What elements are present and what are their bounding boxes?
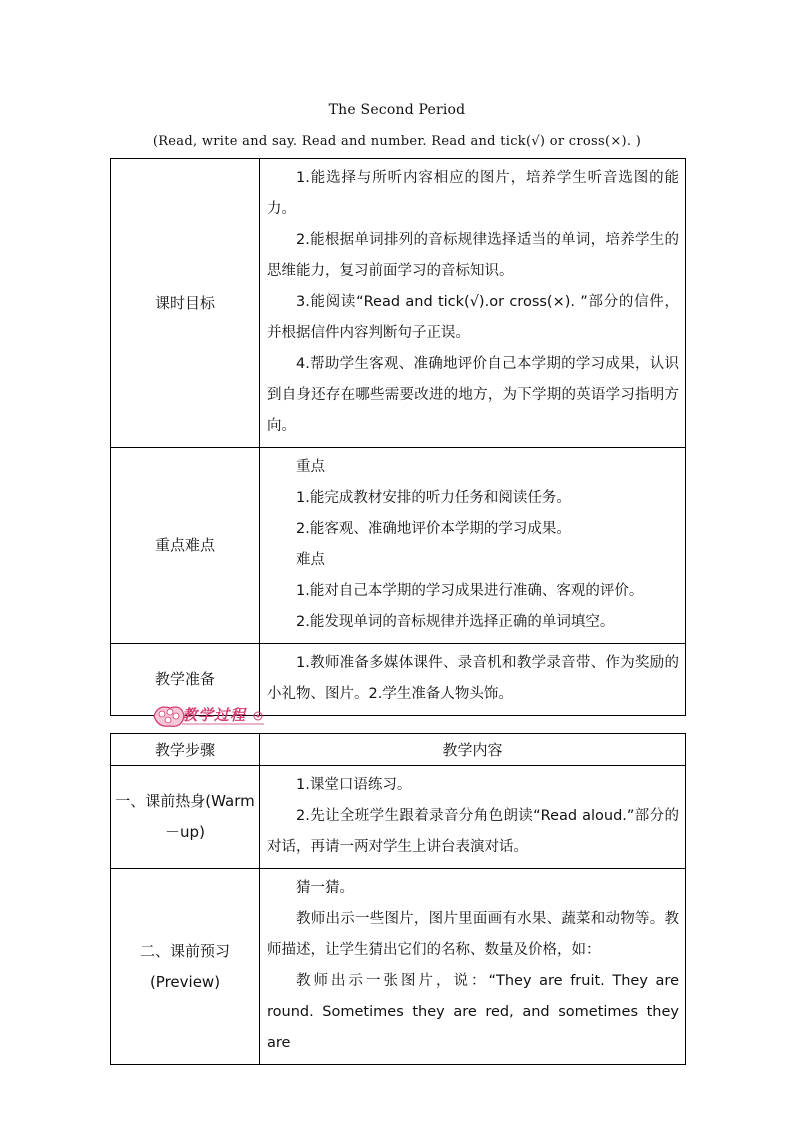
row-label-preview — [111, 869, 260, 1065]
content-line: 1.课堂口语练习。 — [296, 777, 412, 793]
content-line: 4.帮助学生客观、准确地评价自己本学期的学习成果，认识到自身还存在哪些需要改进的地方，为下学期的英语学习指明方向。 — [267, 356, 679, 434]
content-line: 3.能阅读“Read and tick(√).or cross(×). ”部分的信件，并根据信件内容判断句子正误。 — [267, 294, 679, 341]
label-line: 一、课前热身(Warm — [115, 792, 255, 810]
content-line: 2.先让全班学生跟着录音分角色朗读“Read aloud.”部分的对话，再请一两对学生上讲台表演对话。 — [267, 808, 679, 855]
content-line: 教师出示一些图片，图片里面画有水果、蔬菜和动物等。教师描述，让学生猜出它们的名称、数量及价格，如： — [267, 911, 679, 958]
content-line: 猜一猜。 — [296, 880, 354, 896]
content-line: 难点 — [296, 552, 325, 568]
row-label-preparation: 教学准备 — [111, 644, 260, 716]
content-line: 1.能对自己本学期的学习成果进行准确、客观的评价。 — [296, 583, 644, 599]
row-content-preview — [260, 869, 686, 1065]
content-line: 1.能选择与所听内容相应的图片，培养学生听音选图的能力。 — [267, 170, 679, 217]
row-label-key-points: 重点难点 — [111, 448, 260, 644]
content-line: 2.能客观、准确地评价本学期的学习成果。 — [296, 521, 571, 537]
banner-text: 教学过程 — [182, 706, 247, 724]
row-content-objectives — [260, 159, 686, 448]
row-content-warmup — [260, 766, 686, 869]
row-content-key-points — [260, 448, 686, 644]
header-content: 教学内容 — [260, 734, 686, 766]
steps-table — [110, 733, 686, 1065]
content-line: 1.教师准备多媒体课件、录音机和教学录音带、作为奖励的小礼物、图片。2.学生准备人物头饰。 — [267, 655, 679, 702]
page-subtitle: (Read, write and say. Read and number. Read and tick(√) or cross(×). ) — [152, 134, 642, 149]
label-line: －up) — [165, 823, 205, 841]
row-content-preparation — [260, 644, 686, 716]
content-line: 教师出示一张图片，说：“They are fruit. They are round. Sometimes they are red, and sometimes they are — [267, 973, 679, 1051]
table-row — [111, 766, 686, 869]
row-label-objectives: 课时目标 — [111, 159, 260, 448]
label-line: (Preview) — [149, 972, 221, 991]
objectives-table — [110, 158, 686, 716]
table-row — [111, 869, 686, 1065]
content-line: 重点 — [296, 459, 325, 475]
table-row — [111, 448, 686, 644]
header-steps: 教学步骤 — [111, 734, 260, 766]
content-line: 2.能发现单词的音标规律并选择正确的单词填空。 — [296, 614, 615, 630]
table-header-row — [111, 734, 686, 766]
page-title: The Second Period — [328, 102, 466, 118]
content-line: 1.能完成教材安排的听力任务和阅读任务。 — [296, 490, 571, 506]
table-row — [111, 159, 686, 448]
section-banner — [148, 702, 266, 730]
row-label-warmup — [111, 766, 260, 869]
content-line: 2.能根据单词排列的音标规律选择适当的单词，培养学生的思维能力，复习前面学习的音标知识。 — [267, 232, 679, 279]
label-line: 二、课前预习 — [139, 941, 230, 960]
